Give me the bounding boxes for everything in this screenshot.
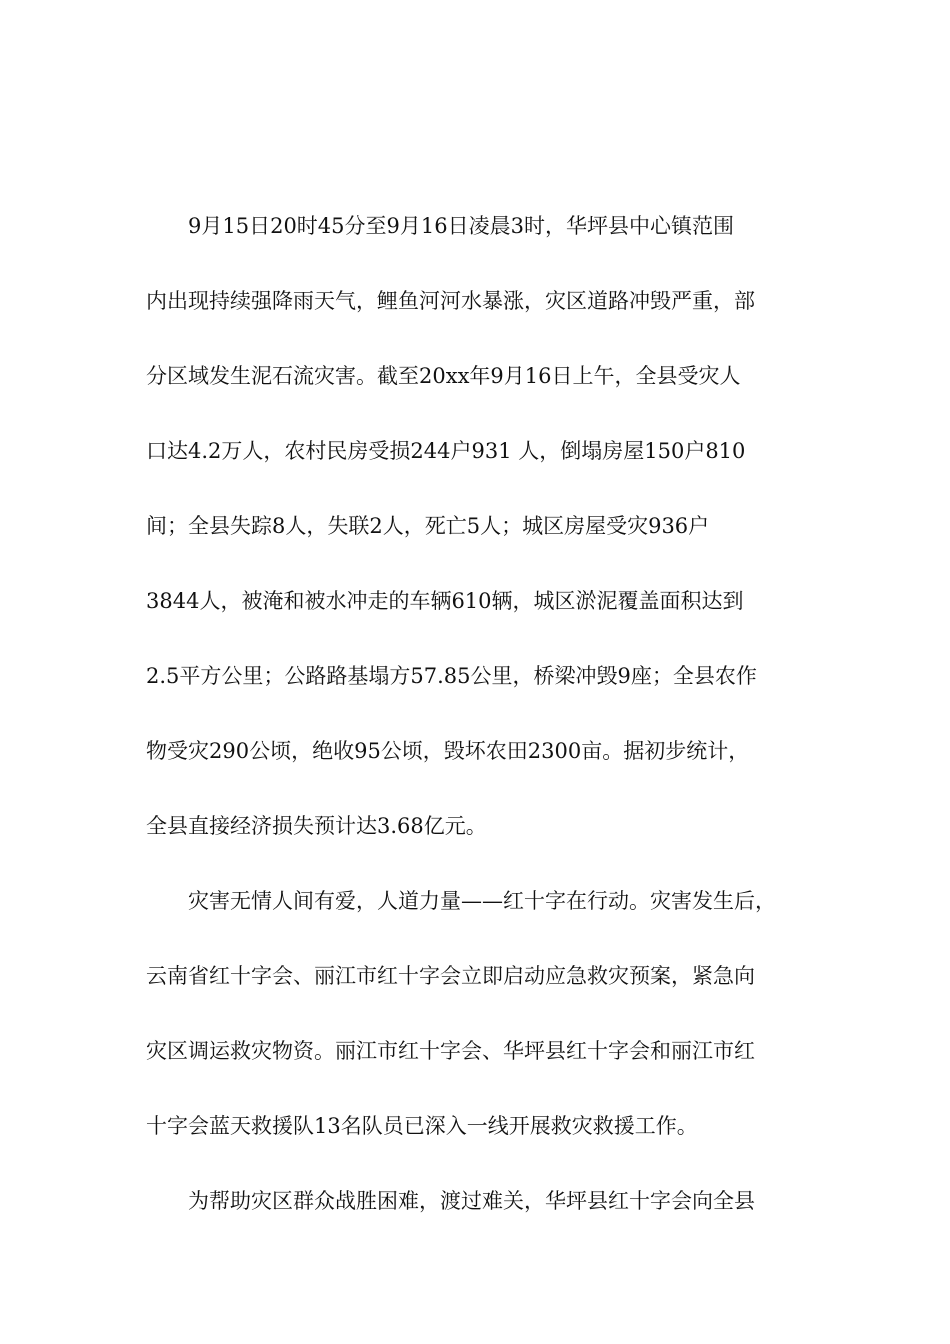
paragraph-1-line-8: 物受灾290公顷，绝收95公顷，毁坏农田2300亩。据初步统计， [146,739,750,763]
paragraph-3-line-1: 为帮助灾区群众战胜困难，渡过难关，华坪县红十字会向全县 [188,1189,755,1213]
paragraph-2-line-1: 灾害无情人间有爱，人道力量——红十字在行动。灾害发生后， [188,889,776,913]
paragraph-1-line-9: 全县直接经济损失预计达3.68亿元。 [146,814,487,838]
paragraph-1-line-6: 3844人，被淹和被水冲走的车辆610辆，城区淤泥覆盖面积达到 [146,589,744,613]
paragraph-1-line-3: 分区域发生泥石流灾害。截至20xx年9月16日上午，全县受灾人 [146,364,741,388]
paragraph-2-line-3: 灾区调运救灾物资。丽江市红十字会、华坪县红十字会和丽江市红 [146,1039,755,1063]
paragraph-2-line-2: 云南省红十字会、丽江市红十字会立即启动应急救灾预案，紧急向 [146,964,755,988]
paragraph-1-line-2: 内出现持续强降雨天气，鲤鱼河河水暴涨，灾区道路冲毁严重，部 [146,289,755,313]
paragraph-1-line-4: 口达4.2万人，农村民房受损244户931 人，倒塌房屋150户810 [146,439,746,463]
paragraph-2-line-4: 十字会蓝天救援队13名队员已深入一线开展救灾救援工作。 [146,1114,698,1138]
paragraph-1-line-1: 9月15日20时45分至9月16日凌晨3时，华坪县中心镇范围 [188,214,734,238]
paragraph-1-line-5: 间；全县失踪8人，失联2人，死亡5人；城区房屋受灾936户 [146,514,710,538]
paragraph-1-line-7: 2.5平方公里；公路路基塌方57.85公里，桥梁冲毁9座；全县农作 [146,664,757,688]
